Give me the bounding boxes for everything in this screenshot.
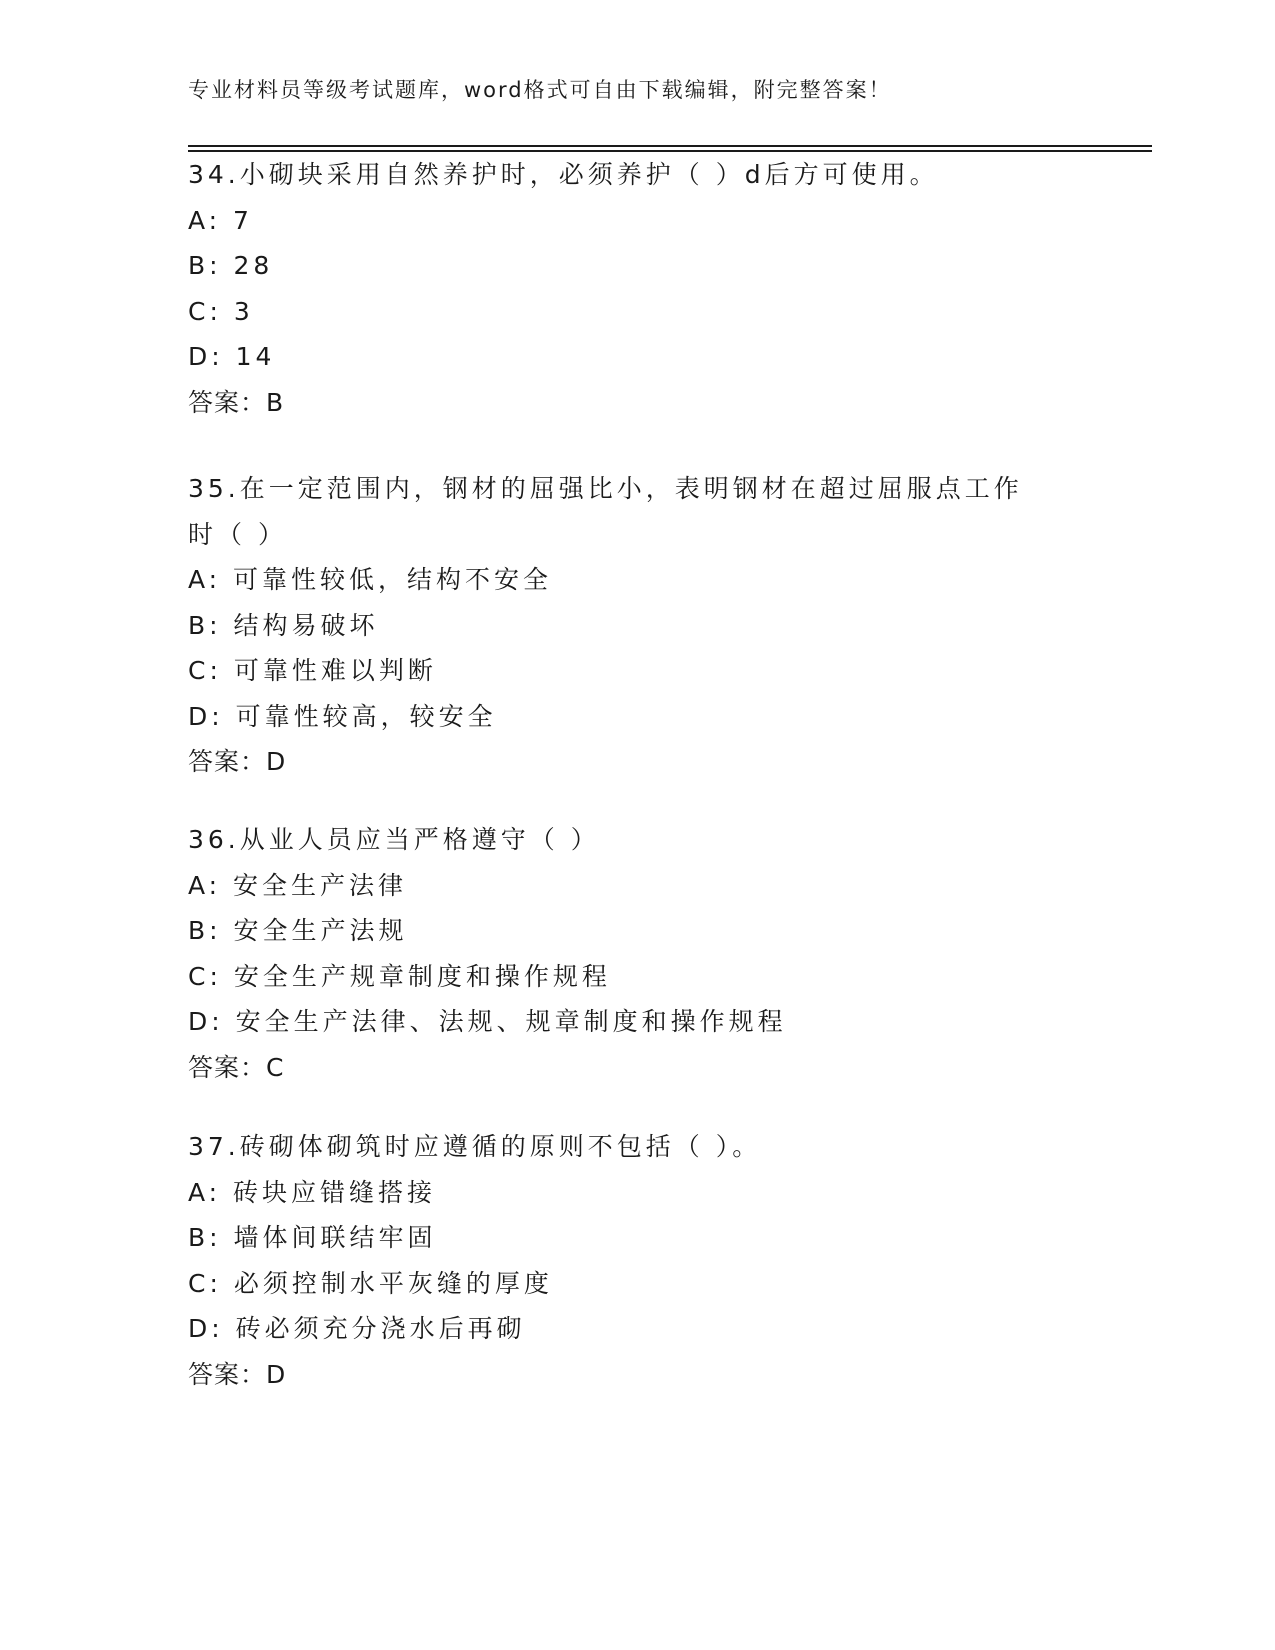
- question-stem: 37.砖砌体砌筑时应遵循的原则不包括（ ）。: [188, 1132, 762, 1161]
- option-c: C: 3: [188, 296, 254, 326]
- answer: 答案：C: [188, 1052, 285, 1082]
- answer: 答案：D: [188, 1359, 287, 1389]
- option-a: A: 安全生产法律: [188, 870, 408, 900]
- option-b: B: 结构易破坏: [188, 610, 379, 640]
- option-c: C: 必须控制水平灰缝的厚度: [188, 1268, 553, 1298]
- question-stem: 34.小砌块采用自然养护时，必须养护（ ）d后方可使用。: [188, 160, 939, 189]
- question-stem: 36.从业人员应当严格遵守（ ）: [188, 825, 600, 854]
- page-header: 专业材料员等级考试题库，word格式可自由下载编辑，附完整答案！: [188, 78, 892, 102]
- option-c: C: 可靠性难以判断: [188, 656, 437, 685]
- option-c: C: 安全生产规章制度和操作规程: [188, 961, 611, 991]
- option-d: D: 14: [188, 342, 276, 371]
- answer: 答案：D: [188, 747, 287, 776]
- option-b: B: 安全生产法规: [188, 916, 408, 945]
- option-b: B: 28: [188, 251, 274, 280]
- question-34: [188, 152, 1088, 425]
- question-37: [188, 1124, 1088, 1397]
- option-d: D: 砖必须充分浇水后再砌: [188, 1314, 526, 1343]
- option-a: A: 可靠性较低，结构不安全: [188, 565, 553, 594]
- header-rule-top: [188, 145, 1152, 147]
- answer: 答案：B: [188, 387, 285, 417]
- option-d: D: 安全生产法律、法规、规章制度和操作规程: [188, 1007, 787, 1036]
- question-35: [188, 466, 1088, 785]
- option-a: A: 砖块应错缝搭接: [188, 1177, 437, 1207]
- option-a: A: 7: [188, 205, 253, 235]
- option-b: B: 墙体间联结牢固: [188, 1223, 437, 1252]
- option-d: D: 可靠性较高，较安全: [188, 701, 497, 731]
- question-36: [188, 817, 1088, 1090]
- question-stem: 35.在一定范围内，钢材的屈强比小，表明钢材在超过屈服点工作时（ ）: [188, 474, 1023, 549]
